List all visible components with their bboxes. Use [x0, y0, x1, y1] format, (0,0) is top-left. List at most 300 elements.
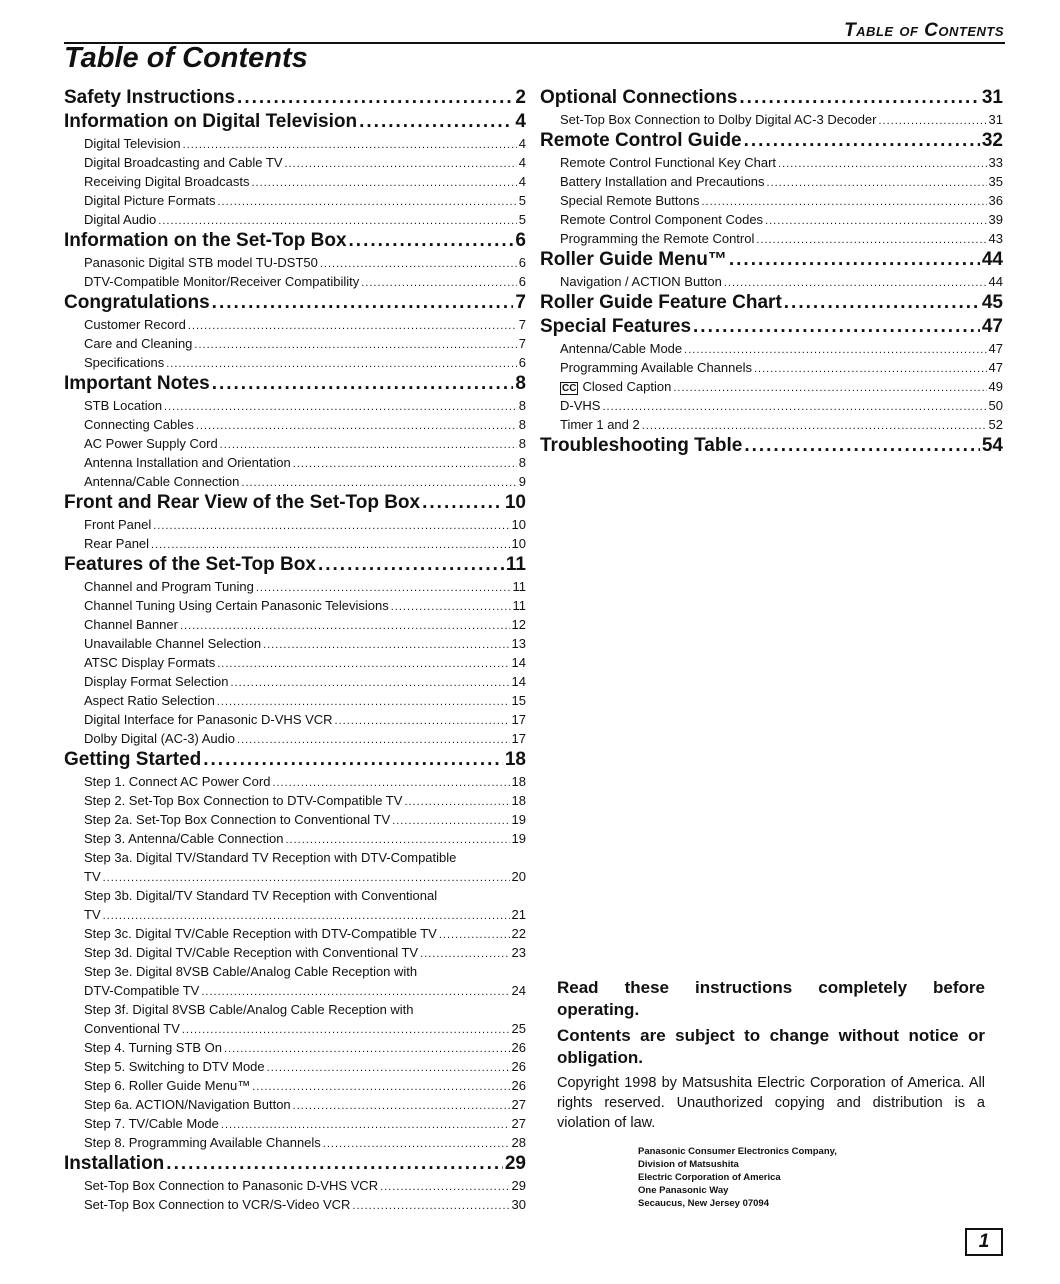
entry-title-text: Remote Control Functional Key Chart: [560, 155, 777, 170]
entry-title: [84, 1114, 219, 1133]
entry-title-text: Troubleshooting Table: [540, 435, 743, 456]
toc-subentry[interactable]: [540, 415, 1003, 434]
entry-title-text: Rear Panel: [84, 536, 150, 551]
dot-leader: [352, 1197, 509, 1216]
entry-title: [84, 515, 151, 534]
dot-leader: [754, 360, 987, 379]
entry-title: [560, 415, 640, 434]
entry-page-number: 10: [504, 492, 526, 513]
dot-leader: [203, 748, 503, 772]
toc-subentry[interactable]: [540, 191, 1003, 210]
toc-subentry[interactable]: [64, 153, 526, 172]
entry-page-number: 18: [511, 774, 526, 789]
entry-page-number: 21: [511, 907, 526, 922]
entry-page-number: 8: [518, 398, 526, 413]
entry-title: [84, 710, 333, 729]
toc-section-entry[interactable]: [540, 129, 1003, 153]
entry-title: [64, 372, 210, 396]
dot-leader: [673, 379, 986, 398]
toc-entry-first-line[interactable]: Step 3f. Digital 8VSB Cable/Analog Cable Reception with: [84, 1002, 414, 1017]
entry-title: [84, 534, 149, 553]
entry-title-text: Antenna/Cable Mode: [560, 341, 683, 356]
dot-leader: [404, 793, 509, 812]
entry-page-number: 26: [511, 1078, 526, 1093]
entry-page-number: 27: [511, 1116, 526, 1131]
dot-leader: [217, 193, 516, 212]
entry-title: [84, 1076, 250, 1095]
entry-title: [84, 691, 215, 710]
dot-leader: [212, 372, 514, 396]
toc-subentry[interactable]: [64, 1133, 526, 1152]
toc-section-entry[interactable]: [64, 229, 526, 253]
entry-title-text: Antenna/Cable Connection: [84, 474, 240, 489]
entry-title-text: STB Location: [84, 398, 163, 413]
entry-title-text: Remote Control Guide: [540, 130, 742, 151]
entry-title: [540, 315, 691, 339]
dot-leader: [224, 1040, 510, 1059]
entry-title-text: Step 4. Turning STB On: [84, 1040, 223, 1055]
entry-page-number: 10: [511, 517, 526, 532]
entry-page-number: 6: [518, 274, 526, 289]
entry-title-text: Unavailable Channel Selection: [84, 636, 262, 651]
entry-page-number: 44: [981, 249, 1003, 270]
toc-subentry[interactable]: [540, 339, 1003, 358]
entry-page-number: 8: [518, 436, 526, 451]
address-line: Electric Corporation of America: [638, 1172, 781, 1183]
toc-section-entry[interactable]: [64, 110, 526, 134]
toc-subentry[interactable]: [64, 867, 526, 886]
dot-leader: [744, 129, 980, 153]
entry-title: [84, 791, 402, 810]
entry-title: [84, 653, 215, 672]
entry-page-number: 49: [988, 379, 1003, 394]
entry-title: [560, 229, 754, 248]
dot-leader: [739, 86, 979, 110]
toc-section-entry[interactable]: [540, 248, 1003, 272]
closed-caption-icon: CC: [562, 383, 577, 394]
dot-leader: [217, 655, 509, 674]
entry-title-text: Digital Audio: [84, 212, 157, 227]
entry-title-text: Step 2. Set-Top Box Connection to DTV-Compatible TV: [84, 793, 403, 808]
entry-title: [84, 153, 283, 172]
entry-title-text: Optional Connections: [540, 87, 738, 108]
entry-page-number: 7: [515, 292, 526, 313]
entry-title-text: Conventional TV: [84, 1021, 180, 1036]
entry-title: [84, 1176, 378, 1195]
toc-subentry[interactable]: [64, 453, 526, 472]
entry-title-text: Display Format Selection: [84, 674, 229, 689]
entry-page-number: 43: [988, 231, 1003, 246]
toc-subentry[interactable]: [64, 315, 526, 334]
entry-title: [64, 1152, 164, 1176]
address-line: Division of Matsushita: [638, 1159, 739, 1170]
toc-section-entry[interactable]: [540, 315, 1003, 339]
entry-title: [64, 291, 210, 315]
entry-page-number: 31: [988, 112, 1003, 127]
entry-title: [64, 86, 235, 110]
toc-subentry[interactable]: [64, 1195, 526, 1214]
entry-page-number: 47: [981, 316, 1003, 337]
entry-page-number: 11: [505, 554, 526, 575]
entry-page-number: 20: [511, 869, 526, 884]
notes-block: [557, 977, 985, 1210]
dot-leader: [182, 1021, 510, 1040]
entry-page-number: 11: [512, 598, 526, 613]
toc-section-entry[interactable]: [540, 86, 1003, 110]
entry-page-number: 19: [511, 831, 526, 846]
entry-title-text: Features of the Set-Top Box: [64, 554, 316, 575]
entry-title-text: Programming the Remote Control: [560, 231, 755, 246]
toc-section-entry[interactable]: [64, 86, 526, 110]
entry-page-number: 54: [981, 435, 1003, 456]
read-instructions-note: Read these instructions completely before operating.: [557, 978, 985, 1019]
entry-title: [540, 291, 782, 315]
entry-title-text: Closed Caption: [582, 379, 672, 394]
entry-title-text: Step 1. Connect AC Power Cord: [84, 774, 271, 789]
dot-leader: [349, 229, 514, 253]
dot-leader: [164, 398, 517, 417]
entry-title: [540, 86, 737, 110]
toc-section-entry[interactable]: [64, 491, 526, 515]
entry-title: [560, 358, 752, 377]
toc-entry-first-line[interactable]: Step 3b. Digital/TV Standard TV Reception with Conventional: [84, 888, 438, 903]
entry-title-text: Step 6. Roller Guide Menu™: [84, 1078, 251, 1093]
toc-subentry[interactable]: [64, 434, 526, 453]
entry-title: [560, 172, 765, 191]
toc-subentry[interactable]: [64, 134, 526, 153]
toc-section-entry[interactable]: [540, 434, 1003, 458]
dot-leader: [380, 1178, 509, 1197]
toc-subentry[interactable]: [64, 515, 526, 534]
entry-title-text: Panasonic Digital STB model TU-DST50: [84, 255, 318, 270]
dot-leader: [778, 155, 986, 174]
toc-subentry[interactable]: [64, 396, 526, 415]
entry-page-number: 14: [511, 674, 526, 689]
dot-leader: [194, 336, 516, 355]
entry-title-text: Antenna Installation and Orientation: [84, 455, 291, 470]
toc-section-entry[interactable]: [64, 1152, 526, 1176]
entry-title-text: DTV-Compatible TV: [84, 983, 200, 998]
entry-title: [84, 772, 270, 791]
entry-title-text: Installation: [64, 1153, 165, 1174]
dot-leader: [251, 174, 516, 193]
dot-leader: [153, 517, 509, 536]
toc-subentry[interactable]: [64, 829, 526, 848]
toc-subentry[interactable]: [64, 1076, 526, 1095]
toc-subentry[interactable]: [64, 943, 526, 962]
entry-title: [84, 1195, 350, 1214]
toc-subentry[interactable]: [64, 924, 526, 943]
entry-title-text: Step 5. Switching to DTV Mode: [84, 1059, 265, 1074]
entry-title: [560, 339, 682, 358]
dot-leader: [439, 926, 510, 945]
entry-page-number: 50: [988, 398, 1003, 413]
entry-title: [64, 110, 357, 134]
entry-title-text: TV: [84, 869, 101, 884]
entry-title: [84, 172, 249, 191]
entry-title-text: Information on Digital Television: [64, 111, 358, 132]
entry-title: [84, 334, 192, 353]
entry-title-text: Channel Banner: [84, 617, 178, 632]
toc-left-column: [64, 86, 526, 1214]
address-line: One Panasonic Way: [638, 1185, 729, 1196]
entry-page-number: 10: [511, 536, 526, 551]
entry-page-number: 45: [981, 292, 1003, 313]
entry-page-number: 32: [981, 130, 1003, 151]
entry-title-text: Battery Installation and Precautions: [560, 174, 765, 189]
entry-title: [84, 867, 101, 886]
entry-title: [84, 905, 101, 924]
entry-title-text: Receiving Digital Broadcasts: [84, 174, 250, 189]
page-title: Table of Contents: [64, 42, 308, 74]
dot-leader: [267, 1059, 510, 1078]
toc-subentry[interactable]: [64, 191, 526, 210]
entry-page-number: 18: [511, 793, 526, 808]
toc-subentry[interactable]: [64, 634, 526, 653]
entry-title: [84, 577, 254, 596]
entry-title: [84, 272, 359, 291]
dot-leader: [252, 1078, 509, 1097]
entry-title-text: Step 6a. ACTION/Navigation Button: [84, 1097, 291, 1112]
dot-leader: [263, 636, 509, 655]
entry-title-text: Set-Top Box Connection to VCR/S-Video VCR: [84, 1197, 351, 1212]
entry-page-number: 47: [988, 360, 1003, 375]
toc-subentry[interactable]: [540, 377, 1003, 396]
toc-subentry[interactable]: [64, 615, 526, 634]
toc-section-entry[interactable]: [540, 291, 1003, 315]
toc-subentry[interactable]: [540, 396, 1003, 415]
entry-page-number: 6: [518, 355, 526, 370]
toc-right-column: [540, 86, 1003, 458]
toc-subentry[interactable]: [64, 172, 526, 191]
toc-subentry[interactable]: [540, 358, 1003, 377]
entry-title-text: Set-Top Box Connection to Panasonic D-VHS VCR: [84, 1178, 379, 1193]
entry-page-number: 26: [511, 1059, 526, 1074]
dot-leader: [293, 455, 517, 474]
entry-title-text: Aspect Ratio Selection: [84, 693, 215, 708]
dot-leader: [765, 212, 986, 231]
entry-page-number: 6: [518, 255, 526, 270]
entry-title-text: Getting Started: [64, 749, 202, 770]
entry-title: [84, 1133, 321, 1152]
dot-leader: [237, 86, 513, 110]
entry-title-text: Set-Top Box Connection to Dolby Digital AC-3 Decoder: [560, 112, 877, 127]
entry-title-text: Step 3. Antenna/Cable Connection: [84, 831, 284, 846]
entry-title: [84, 810, 390, 829]
entry-title: [84, 253, 318, 272]
entry-title-text: Roller Guide Menu™: [540, 249, 727, 270]
entry-title: [540, 248, 727, 272]
entry-title-text: Safety Instructions: [64, 87, 236, 108]
toc-subentry[interactable]: [64, 772, 526, 791]
toc-subentry[interactable]: [64, 710, 526, 729]
toc-entry-first-line[interactable]: Step 3e. Digital 8VSB Cable/Analog Cable Reception with: [84, 964, 418, 979]
company-address: [638, 1145, 985, 1210]
toc-section-entry[interactable]: [64, 372, 526, 396]
toc-subentry[interactable]: [540, 110, 1003, 129]
dot-leader: [729, 248, 980, 272]
toc-subentry[interactable]: [64, 353, 526, 372]
dot-leader: [693, 315, 980, 339]
toc-subentry[interactable]: [64, 253, 526, 272]
toc-subentry[interactable]: [64, 905, 526, 924]
running-header: Table of Contents: [844, 20, 1004, 41]
address-line: Panasonic Consumer Electronics Company,: [638, 1146, 837, 1157]
entry-title: [64, 229, 347, 253]
entry-page-number: 8: [518, 455, 526, 470]
toc-subentry[interactable]: [64, 1176, 526, 1195]
toc-section-entry[interactable]: [64, 748, 526, 772]
toc-subentry[interactable]: [540, 210, 1003, 229]
entry-page-number: 23: [511, 945, 526, 960]
entry-page-number: 17: [511, 712, 526, 727]
entry-title: [560, 396, 600, 415]
entry-title: [560, 377, 671, 396]
toc-subentry[interactable]: [540, 229, 1003, 248]
entry-title: [560, 191, 699, 210]
entry-title-text: Information on the Set-Top Box: [64, 230, 347, 251]
toc-subentry[interactable]: [64, 653, 526, 672]
entry-page-number: 29: [511, 1178, 526, 1193]
dot-leader: [744, 434, 980, 458]
entry-page-number: 24: [511, 983, 526, 998]
toc-subentry[interactable]: [64, 672, 526, 691]
entry-title-text: Step 7. TV/Cable Mode: [84, 1116, 219, 1131]
entry-title-text: Care and Cleaning: [84, 336, 193, 351]
entry-page-number: 33: [988, 155, 1003, 170]
dot-leader: [212, 291, 514, 315]
entry-title: [84, 315, 186, 334]
entry-title-text: Step 3c. Digital TV/Cable Reception with DTV-Compatible TV: [84, 926, 437, 941]
entry-page-number: 11: [512, 579, 526, 594]
entry-title-text: Step 2a. Set-Top Box Connection to Conventional TV: [84, 812, 391, 827]
entry-title-text: Congratulations: [64, 292, 210, 313]
toc-section-entry[interactable]: [64, 291, 526, 315]
entry-page-number: 47: [988, 341, 1003, 356]
entry-page-number: 4: [518, 155, 526, 170]
dot-leader: [602, 398, 986, 417]
entry-title-text: Dolby Digital (AC-3) Audio: [84, 731, 236, 746]
entry-page-number: 7: [518, 336, 526, 351]
entry-page-number: 9: [518, 474, 526, 489]
entry-page-number: 8: [515, 373, 526, 394]
toc-subentry[interactable]: [540, 272, 1003, 291]
entry-title: [84, 1057, 265, 1076]
toc-subentry[interactable]: [64, 729, 526, 748]
entry-title: [84, 415, 194, 434]
entry-title-text: AC Power Supply Cord: [84, 436, 218, 451]
entry-page-number: 5: [518, 193, 526, 208]
entry-title-text: Digital Broadcasting and Cable TV: [84, 155, 283, 170]
entry-page-number: 36: [988, 193, 1003, 208]
entry-page-number: 7: [518, 317, 526, 332]
entry-title-text: Roller Guide Feature Chart: [540, 292, 782, 313]
entry-title-text: Special Remote Buttons: [560, 193, 700, 208]
entry-title: [84, 615, 178, 634]
entry-title: [84, 672, 229, 691]
dot-leader: [231, 674, 510, 693]
entry-page-number: 25: [511, 1021, 526, 1036]
toc-section-entry[interactable]: [64, 553, 526, 577]
toc-subentry[interactable]: [64, 415, 526, 434]
toc-subentry[interactable]: [64, 791, 526, 810]
toc-subentry[interactable]: [64, 1019, 526, 1038]
toc-subentry[interactable]: [64, 1057, 526, 1076]
toc-subentry[interactable]: [64, 577, 526, 596]
entry-title-text: Step 8. Programming Available Channels: [84, 1135, 321, 1150]
toc-subentry[interactable]: [64, 210, 526, 229]
entry-title: [84, 981, 199, 1000]
toc-subentry[interactable]: [64, 1038, 526, 1057]
entry-title-text: Timer 1 and 2: [560, 417, 640, 432]
entry-page-number: 6: [515, 230, 526, 251]
entry-title-text: TV: [84, 907, 101, 922]
toc-subentry[interactable]: [64, 472, 526, 491]
entry-page-number: 13: [511, 636, 526, 651]
dot-leader: [285, 155, 517, 174]
entry-page-number: 14: [511, 655, 526, 670]
entry-title: [84, 1038, 222, 1057]
dot-leader: [767, 174, 987, 193]
entry-title: [84, 396, 162, 415]
entry-title: [84, 729, 235, 748]
entry-page-number: 4: [515, 111, 526, 132]
dot-leader: [188, 317, 517, 336]
entry-title: [84, 353, 164, 372]
toc-subentry[interactable]: [64, 272, 526, 291]
entry-title: [84, 434, 218, 453]
entry-page-number: 44: [988, 274, 1003, 289]
toc-subentry[interactable]: [64, 1095, 526, 1114]
entry-title-text: Remote Control Component Codes: [560, 212, 764, 227]
entry-page-number: 5: [518, 212, 526, 227]
entry-page-number: 52: [988, 417, 1003, 432]
dot-leader: [166, 1152, 503, 1176]
entry-page-number: 19: [511, 812, 526, 827]
entry-page-number: 27: [511, 1097, 526, 1112]
dot-leader: [420, 945, 509, 964]
entry-title: [64, 553, 316, 577]
entry-title-text: Programming Available Channels: [560, 360, 752, 375]
toc-subentry[interactable]: [64, 981, 526, 1000]
entry-page-number: 26: [511, 1040, 526, 1055]
dot-leader: [391, 598, 511, 617]
toc-subentry[interactable]: [64, 691, 526, 710]
toc-subentry[interactable]: [64, 596, 526, 615]
entry-title: [84, 634, 261, 653]
entry-title: [84, 924, 437, 943]
entry-page-number: 4: [518, 174, 526, 189]
toc-subentry[interactable]: [64, 334, 526, 353]
toc-subentry[interactable]: [64, 810, 526, 829]
entry-title-text: D-VHS: [560, 398, 601, 413]
entry-title: [84, 453, 291, 472]
entry-title: [64, 748, 201, 772]
entry-page-number: 4: [518, 136, 526, 151]
toc-subentry[interactable]: [540, 172, 1003, 191]
toc-subentry[interactable]: [540, 153, 1003, 172]
entry-title: [84, 1095, 291, 1114]
entry-title: [84, 1019, 180, 1038]
entry-page-number: 39: [988, 212, 1003, 227]
entry-title: [560, 153, 776, 172]
toc-subentry[interactable]: [64, 534, 526, 553]
entry-page-number: 17: [511, 731, 526, 746]
toc-subentry[interactable]: [64, 1114, 526, 1133]
toc-entry-first-line[interactable]: Step 3a. Digital TV/Standard TV Reception with DTV-Compatible: [84, 850, 457, 865]
entry-title: [84, 191, 215, 210]
entry-title: [84, 472, 239, 491]
